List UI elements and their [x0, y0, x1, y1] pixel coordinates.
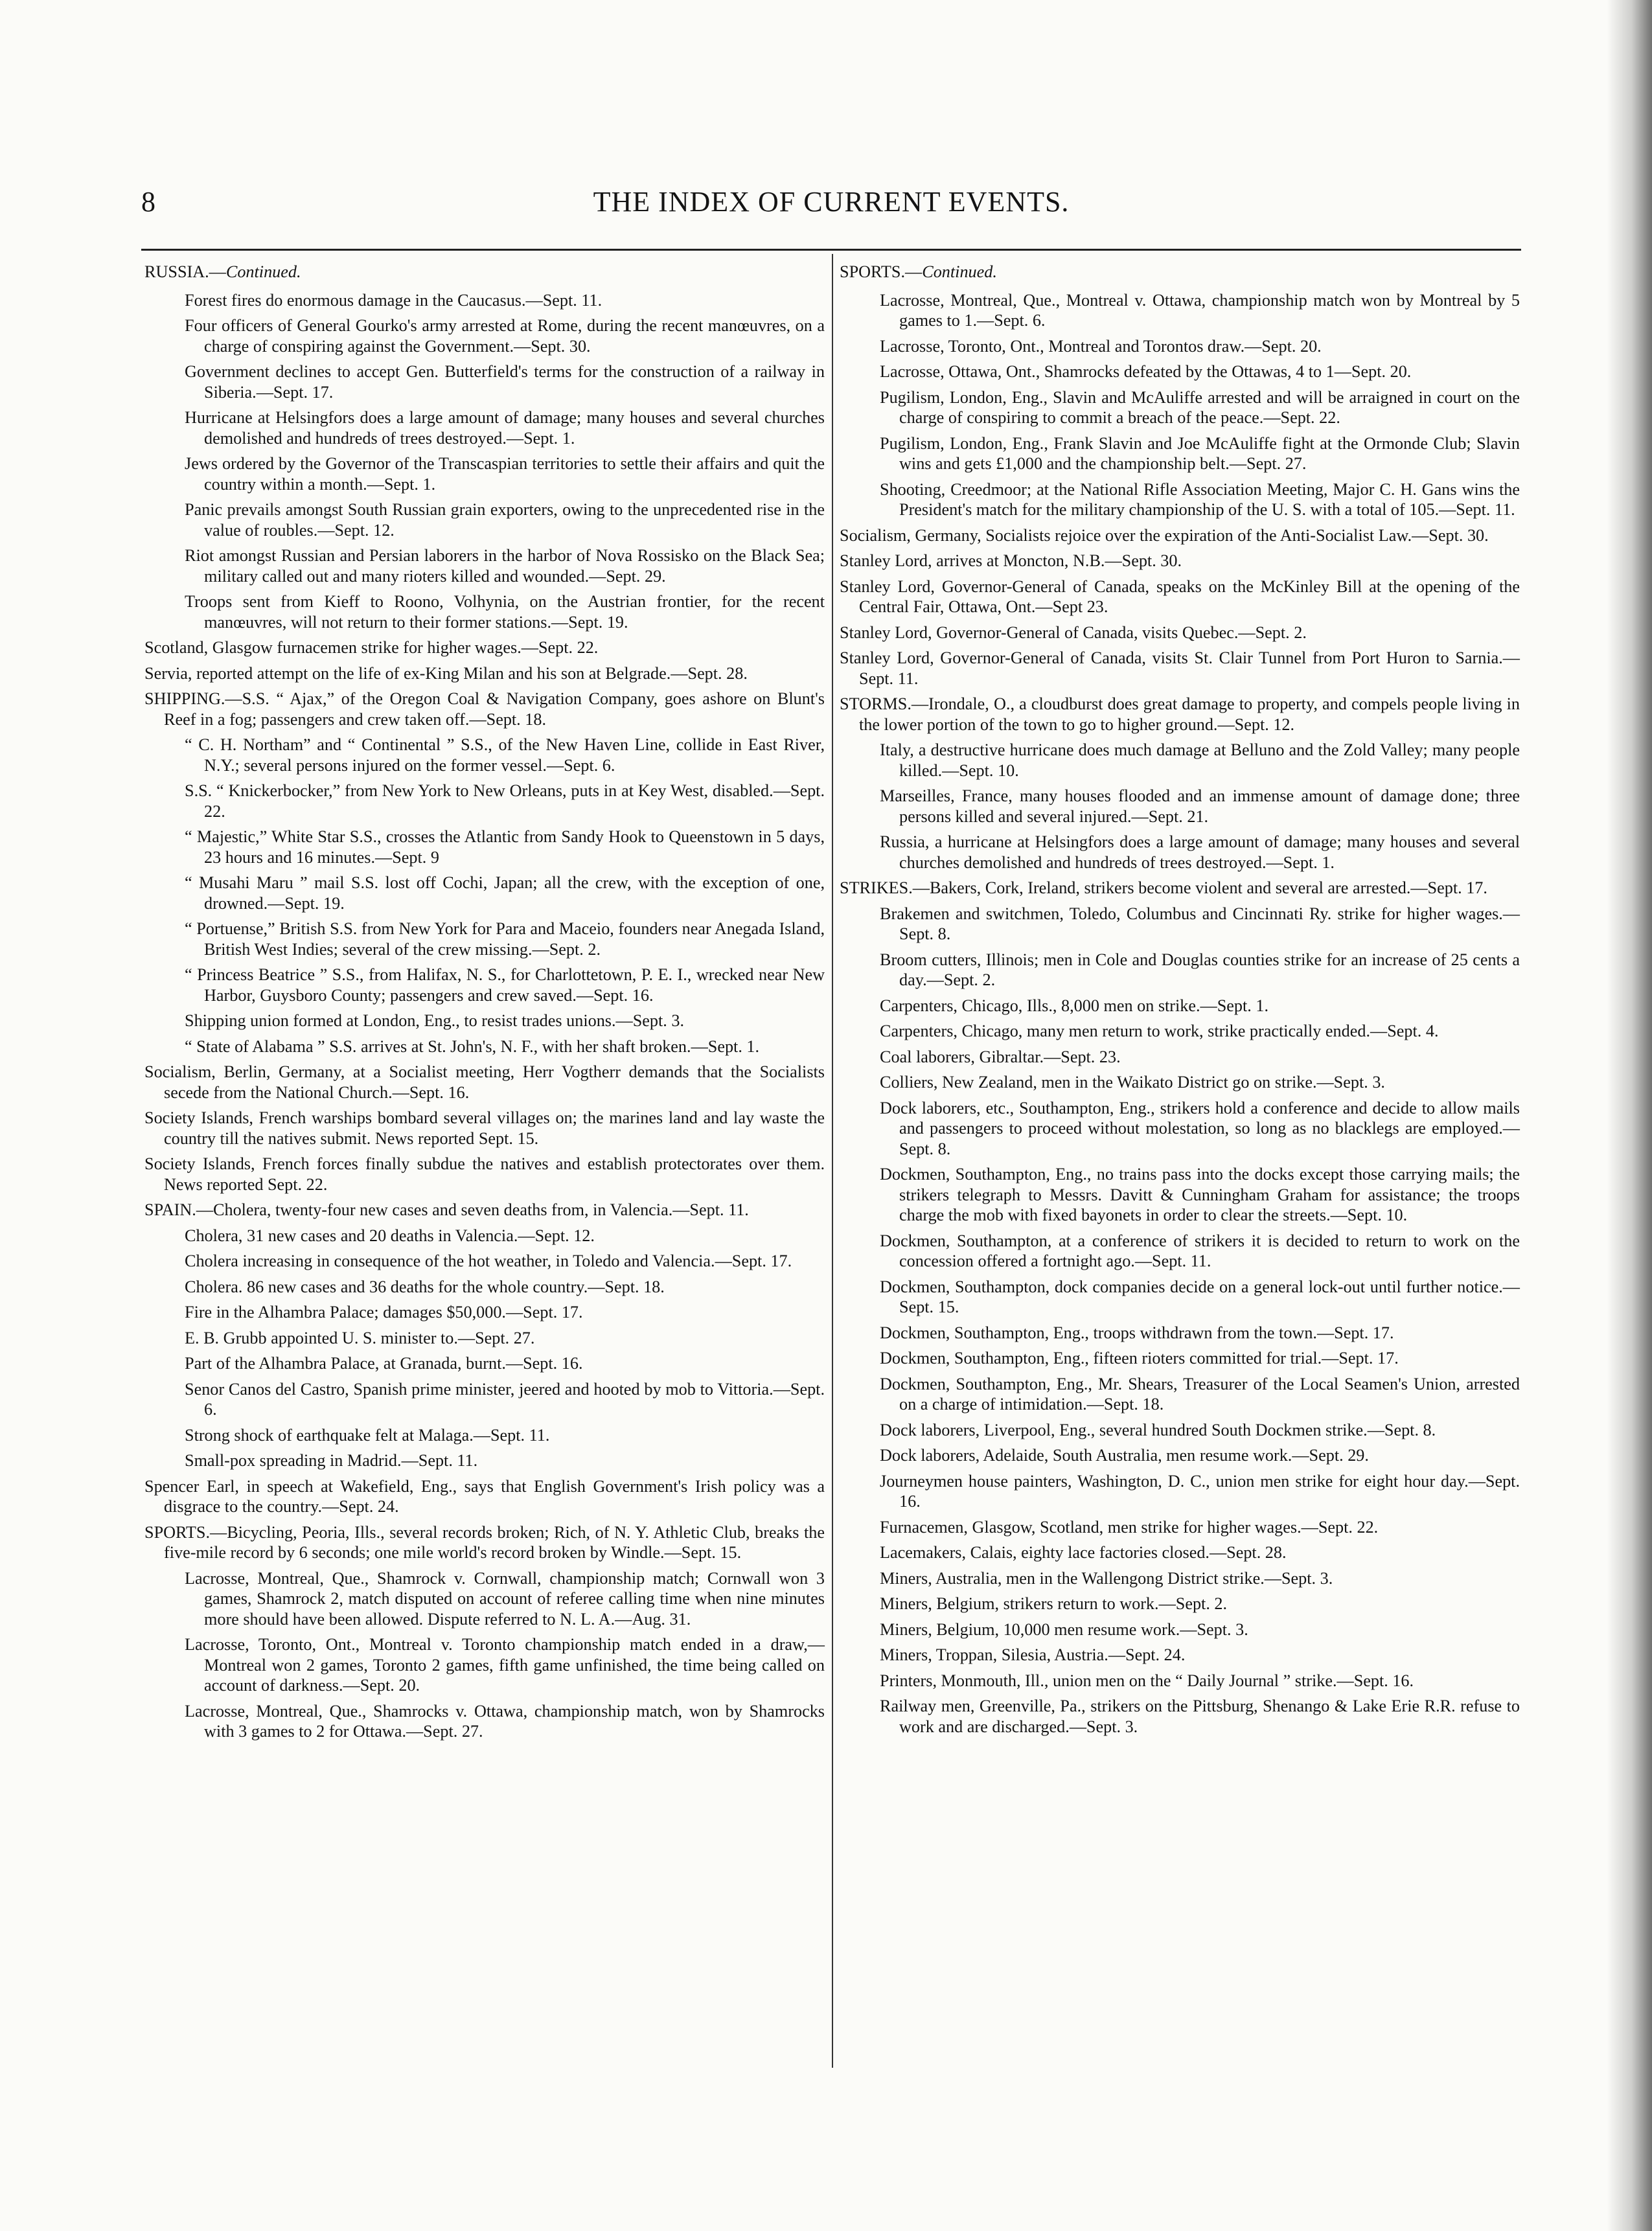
- index-entry: Marseilles, France, many houses flooded and an immense amount of damage done; three persons killed and several injured.—Sept. 21.: [880, 786, 1520, 826]
- page-title: THE INDEX OF CURRENT EVENTS.: [593, 186, 1070, 218]
- index-entry: “ State of Alabama ” S.S. arrives at St. John's, N. F., with her shaft broken.—Sept. 1.: [185, 1036, 760, 1056]
- page-number: 8: [141, 186, 155, 218]
- index-entry: Dockmen, Southampton, Eng., fifteen rioters committed for trial.—Sept. 17.: [880, 1349, 1399, 1367]
- index-entry: Furnacemen, Glasgow, Scotland, men strike for higher wages.—Sept. 22.: [880, 1517, 1379, 1537]
- index-entry: Stanley Lord, Governor-General of Canada, visits Quebec.—Sept. 2.: [840, 623, 1307, 642]
- index-entry: Stanley Lord, arrives at Moncton, N.B.—Sept. 30.: [840, 551, 1182, 570]
- page-header: [141, 185, 1521, 224]
- index-entry: Riot amongst Russian and Persian laborers in the harbor of Nova Rossisko on the Black Sea; military called out and many rioters killed and wounded.—Sept. 29.: [185, 546, 825, 586]
- index-entry: Printers, Monmouth, Ill., union men on the “ Daily Journal ” strike.—Sept. 16.: [880, 1671, 1414, 1690]
- index-entry: Lacrosse, Montreal, Que., Shamrock v. Cornwall, championship match; Cornwall won 3 games, Shamrock 2, match disputed on account of referee calling time when nine minutes more should have been allowed. Dispute referred to N. L. A.—Aug. 31.: [185, 1568, 825, 1629]
- index-entry: SPORTS.—Bicycling, Peoria, Ills., several records broken; Rich, of N. Y. Athletic Club, breaks the five-mile record by 6 seconds; one mile world's record broken by Windle.—Sept. 15.: [144, 1522, 825, 1562]
- index-entry: STORMS.—Irondale, O., a cloudburst does great damage to property, and compels people living in the lower portion of the town to go to higher ground.—Sept. 12.: [840, 694, 1520, 734]
- index-entry: Society Islands, French warships bombard several villages on; the marines land and lay waste the country till the natives submit. News reported Sept. 15.: [144, 1108, 825, 1148]
- index-entry: Part of the Alhambra Palace, at Granada, burnt.—Sept. 16.: [185, 1354, 583, 1373]
- index-entry: Shooting, Creedmoor; at the National Rifle Association Meeting, Major C. H. Gans wins the President's match for the military championship of the U. S. with a total of 105.—Sept. 11.: [880, 479, 1520, 519]
- column-divider: [832, 254, 833, 2068]
- index-entry: Russia, a hurricane at Helsingfors does a large amount of damage; many houses and several churches demolished and hundreds of trees destroyed.—Sept. 1.: [880, 832, 1520, 872]
- index-entry: Troops sent from Kieff to Roono, Volhynia, on the Austrian frontier, for the recent manœuvres, will not return to their former stations.—Sept. 19.: [185, 592, 825, 632]
- entry-list: [840, 290, 1520, 1737]
- index-entry: Spencer Earl, in speech at Wakefield, Eng., says that English Government's Irish policy was a disgrace to the country.—Sept. 24.: [144, 1476, 825, 1516]
- index-entry: “ Princess Beatrice ” S.S., from Halifax, N. S., for Charlottetown, P. E. I., wrecked near New Harbor, Guysboro County; passengers and crew saved.—Sept. 16.: [185, 965, 825, 1005]
- index-entry: Senor Canos del Castro, Spanish prime minister, jeered and hooted by mob to Vittoria.—Sept. 6.: [185, 1379, 825, 1419]
- index-entry: Lacrosse, Toronto, Ont., Montreal v. Toronto championship match ended in a draw,—Montreal won 2 games, Toronto 2 games, fifth game unfinished, the time being called on account of darkness.—Sept. 20.: [185, 1635, 825, 1695]
- index-entry: Government declines to accept Gen. Butterfield's terms for the construction of a railway in Siberia.—Sept. 17.: [185, 362, 825, 402]
- index-entry: Dock laborers, Adelaide, South Australia, men resume work.—Sept. 29.: [880, 1446, 1369, 1465]
- index-entry: Jews ordered by the Governor of the Transcaspian territories to settle their affairs and quit the country within a month.—Sept. 1.: [185, 454, 825, 494]
- index-entry: “ Portuense,” British S.S. from New York for Para and Maceio, founders near Anegada Island, British West Indies; several of the crew missing.—Sept. 2.: [185, 919, 825, 959]
- index-entry: Cholera. 86 new cases and 36 deaths for the whole country.—Sept. 18.: [185, 1277, 665, 1296]
- index-entry: Shipping union formed at London, Eng., to resist trades unions.—Sept. 3.: [185, 1011, 685, 1030]
- index-entry: E. B. Grubb appointed U. S. minister to.—Sept. 27.: [185, 1328, 535, 1347]
- index-entry: Lacemakers, Calais, eighty lace factories closed.—Sept. 28.: [880, 1543, 1287, 1562]
- right-column: [840, 262, 1520, 1742]
- index-entry: Dockmen, Southampton, Eng., troops withdrawn from the town.—Sept. 17.: [880, 1323, 1394, 1342]
- index-entry: Servia, reported attempt on the life of ex-King Milan and his son at Belgrade.—Sept. 28.: [144, 663, 748, 683]
- index-entry: Italy, a destructive hurricane does much damage at Belluno and the Zold Valley; many people killed.—Sept. 10.: [880, 740, 1520, 780]
- index-entry: Dockmen, Southampton, Eng., Mr. Shears, Treasurer of the Local Seamen's Union, arrested on a charge of intimidation.—Sept. 18.: [880, 1374, 1520, 1413]
- index-entry: Small-pox spreading in Madrid.—Sept. 11.: [185, 1451, 478, 1470]
- page-edge-shadow: [1607, 0, 1652, 2231]
- index-entry: Stanley Lord, Governor-General of Canada, speaks on the McKinley Bill at the opening of the Central Fair, Ottawa, Ont.—Sept 23.: [840, 577, 1520, 616]
- index-entry: Lacrosse, Toronto, Ont., Montreal and Torontos draw.—Sept. 20.: [880, 336, 1322, 356]
- index-entry: Dockmen, Southampton, dock companies decide on a general lock-out until further notice.—Sept. 15.: [880, 1277, 1520, 1316]
- index-entry: Cholera increasing in consequence of the hot weather, in Toledo and Valencia.—Sept. 17.: [185, 1252, 792, 1270]
- index-entry: Dockmen, Southampton, Eng., no trains pass into the docks except those carrying mails; the strikers telegraph to Messrs. Davitt & Cunningham Graham for assistance; the troops charge the mob with fixed bayonets in order to clear the streets.—Sept. 10.: [880, 1165, 1520, 1224]
- index-entry: SPAIN.—Cholera, twenty-four new cases and seven deaths from, in Valencia.—Sept. 11.: [144, 1200, 749, 1219]
- index-entry: Dock laborers, etc., Southampton, Eng., strikers hold a conference and decide to allow mails and passengers to proceed without molestation, so long as no blacklegs are employed.—Sept. 8.: [880, 1098, 1520, 1158]
- entry-list: [144, 290, 825, 1742]
- index-entry: Four officers of General Gourko's army arrested at Rome, during the recent manœuvres, on a charge of conspiring against the Government.—Sept. 30.: [185, 316, 825, 356]
- index-entry: Lacrosse, Montreal, Que., Shamrocks v. Ottawa, championship match, won by Shamrocks with 3 games to 2 for Ottawa.—Sept. 27.: [185, 1701, 825, 1741]
- index-entry: “ Musahi Maru ” mail S.S. lost off Cochi, Japan; all the crew, with the exception of one, drowned.—Sept. 19.: [185, 873, 825, 913]
- index-entry: Pugilism, London, Eng., Slavin and McAuliffe arrested and will be arraigned in court on the charge of conspiring to commit a breach of the peace.—Sept. 22.: [880, 387, 1520, 427]
- index-entry: Colliers, New Zealand, men in the Waikato District go on strike.—Sept. 3.: [880, 1073, 1385, 1092]
- index-entry: Railway men, Greenville, Pa., strikers on the Pittsburg, Shenango & Lake Erie R.R. refuse to work and are discharged.—Sept. 3.: [880, 1697, 1520, 1736]
- index-entry: Coal laborers, Gibraltar.—Sept. 23.: [880, 1047, 1121, 1066]
- index-entry: Lacrosse, Montreal, Que., Montreal v. Ottawa, championship match won by Montreal by 5 games to 1.—Sept. 6.: [880, 290, 1520, 330]
- index-entry: STRIKES.—Bakers, Cork, Ireland, strikers become violent and several are arrested.—Sept. 17.: [840, 878, 1487, 897]
- index-entry: Dockmen, Southampton, at a conference of strikers it is decided to return to work on the concession offered a fortnight ago.—Sept. 11.: [880, 1231, 1520, 1270]
- index-entry: Carpenters, Chicago, Ills., 8,000 men on strike.—Sept. 1.: [880, 996, 1269, 1015]
- section-heading: SPORTS.—Continued.: [840, 262, 997, 281]
- index-entry: Carpenters, Chicago, many men return to work, strike practically ended.—Sept. 4.: [880, 1022, 1439, 1040]
- index-entry: SHIPPING.—S.S. “ Ajax,” of the Oregon Coal & Navigation Company, goes ashore on Blunt's Reef in a fog; passengers and crew taken off.—Sept. 18.: [144, 689, 825, 729]
- index-entry: Pugilism, London, Eng., Frank Slavin and Joe McAuliffe fight at the Ormonde Club; Slavin wins and gets £1,000 and the championship belt.—Sept. 27.: [880, 433, 1520, 473]
- left-column: [144, 262, 825, 1747]
- index-entry: Broom cutters, Illinois; men in Cole and Douglas counties strike for an increase of 25 cents a day.—Sept. 2.: [880, 950, 1520, 989]
- index-entry: Fire in the Alhambra Palace; damages $50,000.—Sept. 17.: [185, 1303, 583, 1321]
- index-entry: Miners, Australia, men in the Wallengong District strike.—Sept. 3.: [880, 1568, 1333, 1588]
- index-entry: Lacrosse, Ottawa, Ont., Shamrocks defeated by the Ottawas, 4 to 1—Sept. 20.: [880, 362, 1412, 381]
- index-entry: Strong shock of earthquake felt at Malaga.—Sept. 11.: [185, 1425, 550, 1445]
- index-entry: “ Majestic,” White Star S.S., crosses the Atlantic from Sandy Hook to Queenstown in 5 days, 23 hours and 16 minutes.—Sept. 9: [185, 827, 825, 867]
- index-entry: “ C. H. Northam” and “ Continental ” S.S., of the New Haven Line, collide in East River, N.Y.; several persons injured on the former vessel.—Sept. 6.: [185, 735, 825, 775]
- index-entry: Socialism, Germany, Socialists rejoice over the expiration of the Anti-Socialist Law.—Sept. 30.: [840, 525, 1489, 545]
- index-entry: Cholera, 31 new cases and 20 deaths in Valencia.—Sept. 12.: [185, 1226, 595, 1245]
- index-entry: Society Islands, French forces finally subdue the natives and establish protectorates over them. News reported Sept. 22.: [144, 1154, 825, 1194]
- index-entry: Miners, Belgium, 10,000 men resume work.—Sept. 3.: [880, 1619, 1248, 1639]
- index-entry: Socialism, Berlin, Germany, at a Socialist meeting, Herr Vogtherr demands that the Socialists secede from the National Church.—Sept. 16.: [144, 1062, 825, 1102]
- index-entry: Miners, Troppan, Silesia, Austria.—Sept. 24.: [880, 1645, 1186, 1664]
- index-entry: Miners, Belgium, strikers return to work.—Sept. 2.: [880, 1594, 1228, 1613]
- header-rule: [141, 249, 1521, 251]
- index-entry: Journeymen house painters, Washington, D. C., union men strike for eight hour day.—Sept. 16.: [880, 1471, 1520, 1511]
- index-entry: Stanley Lord, Governor-General of Canada, visits St. Clair Tunnel from Port Huron to Sarnia.—Sept. 11.: [840, 648, 1520, 688]
- index-entry: Forest fires do enormous damage in the Caucasus.—Sept. 11.: [185, 290, 602, 310]
- index-entry: Dock laborers, Liverpool, Eng., several hundred South Dockmen strike.—Sept. 8.: [880, 1420, 1436, 1439]
- section-heading: RUSSIA.—Continued.: [144, 262, 301, 281]
- index-entry: S.S. “ Knickerbocker,” from New York to New Orleans, puts in at Key West, disabled.—Sept. 22.: [185, 781, 825, 821]
- index-entry: Brakemen and switchmen, Toledo, Columbus and Cincinnati Ry. strike for higher wages.—Sept. 8.: [880, 904, 1520, 943]
- index-entry: Scotland, Glasgow furnacemen strike for higher wages.—Sept. 22.: [144, 638, 599, 657]
- index-entry: Hurricane at Helsingfors does a large amount of damage; many houses and several churches demolished and hundreds of trees destroyed.—Sept. 1.: [185, 408, 825, 448]
- index-entry: Panic prevails amongst South Russian grain exporters, owing to the unprecedented rise in the value of roubles.—Sept. 12.: [185, 500, 825, 540]
